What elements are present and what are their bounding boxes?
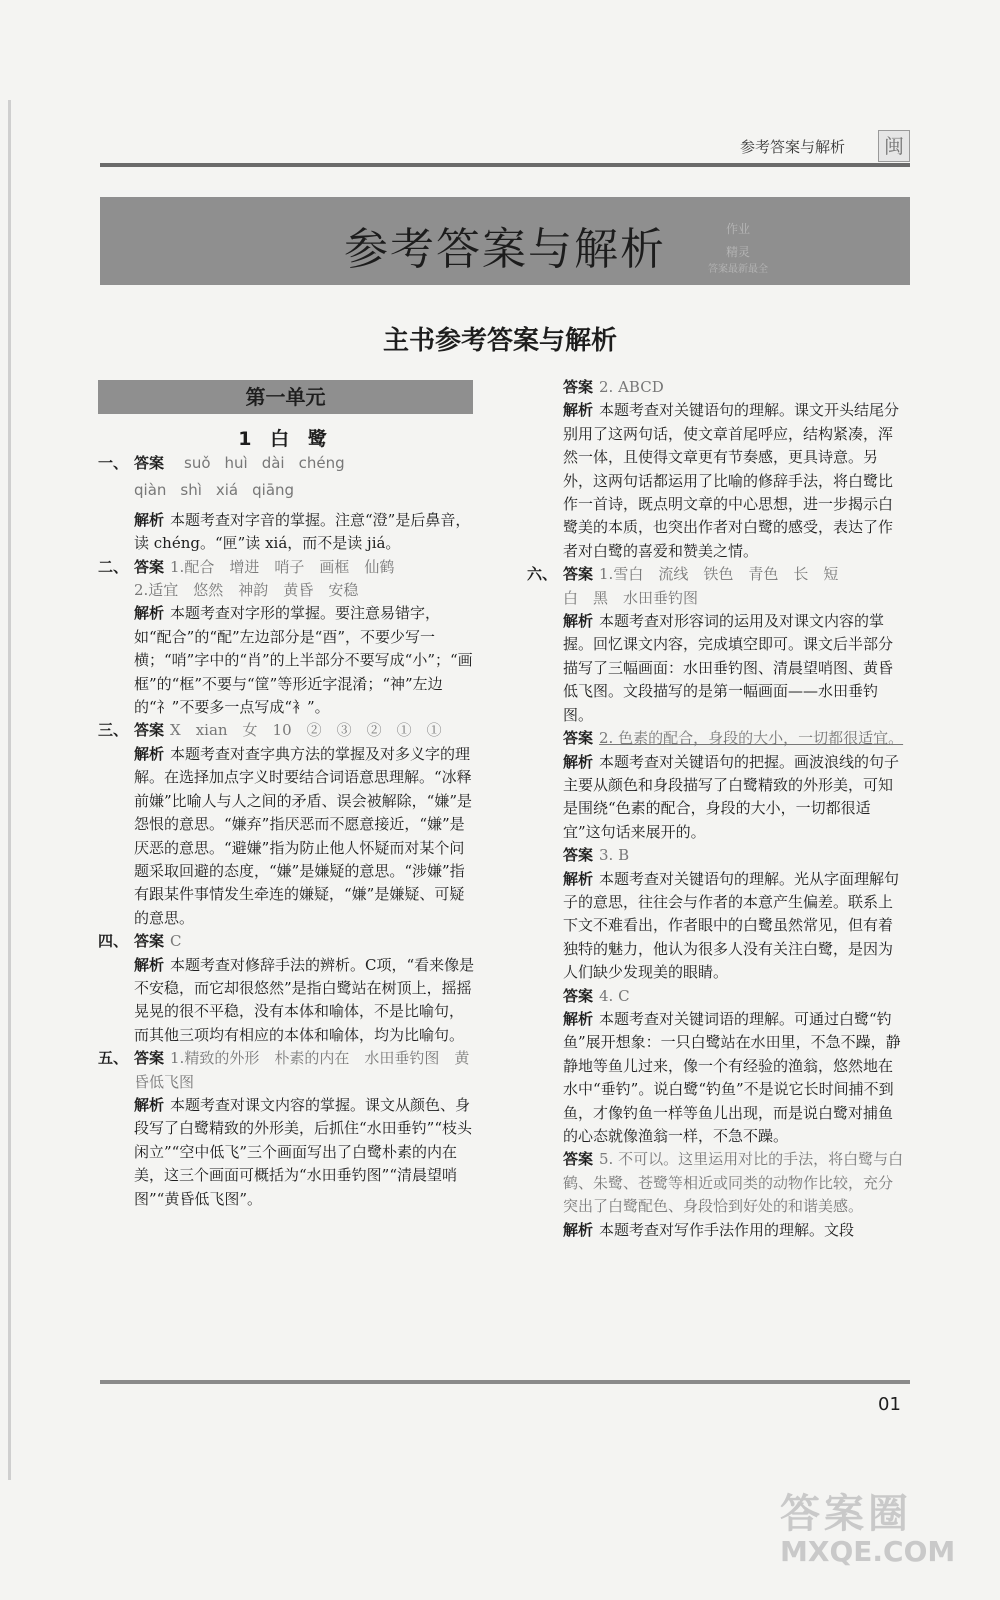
right-column: 答案 2. ABCD 解析 本题考查对关键语句的理解。课文开头结尾分别用了这两句话，使文章首尾呼应，结构紧凑，浑然一体，且使得文章更有节奏感，更具诗意。另外，这两句话都运用了比喻的修辞手法，将白鹭比作一首诗，既点明文章的中心思想，进一步揭示白鹭美的本质，也突出作者对白鹭的感受，表达了作者对白鹭的喜爱和赞美之情。 六、 答案 1.雪白 流线 铁色 青色 长 短 白 黑 水田垂钓图 解析 本题考查对形容词的运用及对课文内容的掌握。回忆课文内容，完成填空即可。课文后半部分描写了三幅画面：水田垂钓图、清晨望哨图、黄昏低飞图。文段描写的是第一幅画面——水田垂钓图。 答案 2. 色素的配合，身段的大小，一切都很适宜。 解析 本题考查对关键语句的把握。画波浪线的句子主要从颜色和身段描写了白鹭精致的外形美，可知是围绕“色素的配合，身段的大小，一切都很适宜”这句话来展开的。 答案 3. B 解析 本题考查对关键语句的理解。光从字面理解句子的意思，往往会与作者的本意产生偏差。联系上下文不难看出，作者眼中的白鹭虽然常见，但有着独特的魅力，他认为很多人没有关注白鹭，是因为人们缺少发现美的眼睛。 答案 4. C 解析 本题考查对关键词语的理解。可通过白鹭“钓鱼”展开想象：一只白鹭站在水田里，不急不躁，静静地等鱼儿过来，像一个有经验的渔翁，悠然地在水中“垂钓”。说白鹭“钓鱼”不是说它长时间捕不到鱼，才像钓鱼一样等鱼儿出现，而是说白鹭对捕鱼的心态就像渔翁一样，不急不躁。 答案 5. 不可以。这里运用对比的手法，将白鹭与白鹤、朱鹭、苍鹭等相近或同类的动物作比较，充分突出了白鹭配色、身段恰到好处的和谐美感。 解析 本题考查对写作手法作用的理解。文段 bbox=[527, 376, 907, 1242]
running-header bbox=[740, 128, 910, 158]
question-5: 五、 答案 1.精致的外形 朴素的内在 水田垂钓图 黄昏低飞图 解析 本题考查对课文内容的掌握。课文从颜色、身段写了白鹭精致的外形美，后抓住“水田垂钓”“枝头闲立”“空中低飞”三个画面写出了白鹭朴素的内在美，这三个画面可概括为“水田垂钓图”“清晨望哨图”“黄昏低飞图”。 bbox=[98, 1049, 473, 1208]
pinyin-row: 答案 suǒ huì dài chéng bbox=[134, 454, 345, 472]
page-number: 01 bbox=[878, 1394, 901, 1415]
question-4: 四、 答案 C 解析 本题考查对修辞手法的辨析。C项，“看来像是不安稳，而它却很悠然”是指白鹭站在树顶上，摇摇晃晃的很不平稳，没有本体和喻体，不是比喻句，而其他三项均有相应的本体和喻体，均为比喻句。 bbox=[98, 932, 475, 1044]
question-6: 六、 答案 1.雪白 流线 铁色 青色 长 短 白 黑 水田垂钓图 解析 本题考查对形容词的运用及对课文内容的掌握。回忆课文内容，完成填空即可。课文后半部分描写了三幅画面：水田垂钓图、清晨望哨图、黄昏低飞图。文段描写的是第一幅画面——水田垂钓图。 答案 2. 色素的配合，身段的大小，一切都很适宜。 解析 本题考查对关键语句的把握。画波浪线的句子主要从颜色和身段描写了白鹭精致的外形美，可知是围绕“色素的配合，身段的大小，一切都很适宜”这句话来展开的。 答案 3. B 解析 本题考查对关键语句的理解。光从字面理解句子的意思，往往会与作者的本意产生偏差。联系上下文不难看出，作者眼中的白鹭虽然常见，但有着独特的魅力，他认为很多人没有关注白鹭，是因为人们缺少发现美的眼睛。 答案 4. C 解析 本题考查对关键词语的理解。可通过白鹭“钓鱼”展开想象：一只白鹭站在水田里，不急不躁，静静地等鱼儿过来，像一个有经验的渔翁，悠然地在水中“垂钓”。说白鹭“钓鱼”不是说它长时间捕不到鱼，才像钓鱼一样等鱼儿出现，而是说白鹭对捕鱼的心态就像渔翁一样，不急不躁。 答案 5. 不可以。这里运用对比的手法，将白鹭与白鹤、朱鹭、苍鹭等相近或同类的动物作比较，充分突出了白鹭配色、身段恰到好处的和谐美感。 解析 本题考查对写作手法作用的理解。文段 bbox=[527, 565, 904, 1239]
page-title: 参考答案与解析 bbox=[344, 224, 666, 275]
title-banner bbox=[100, 197, 910, 285]
lesson-heading: 1 白 鹭 bbox=[238, 428, 333, 450]
page-edge bbox=[8, 100, 11, 1480]
question-1: 一、 答案 suǒ huì dài chéng qiàn shì xiá qiāng 解析 本题考查对字音的掌握。注意“澄”是后鼻音，读 chéng。“匣”读 xiá，而不是读 jiá。 bbox=[98, 452, 476, 556]
publisher-stamp: 作业 精灵 答案最新最全 bbox=[708, 222, 768, 275]
left-column bbox=[98, 452, 476, 1211]
header-rule bbox=[100, 163, 910, 167]
corner-mark: 闽 bbox=[878, 130, 910, 162]
pinyin-row: qiàn shì xiá qiāng bbox=[134, 481, 295, 500]
section-subtitle: 主书参考答案与解析 bbox=[382, 326, 617, 356]
running-title: 参考答案与解析 bbox=[740, 138, 846, 156]
question-3: 三、 答案 X xian 女 10 ② ③ ② ① ① 解析 本题考查对查字典方法的掌握及对多义字的理解。在选择加点字义时要结合词语意思理解。“冰释前嫌”比喻人与人之间的矛盾、误会被解除，“嫌”是怨恨的意思。“嫌弃”指厌恶而不愿意接近，“嫌”是厌恶的意思。“避嫌”指为防止他人怀疑而对某个问题采取回避的态度，“嫌”是嫌疑的意思。“涉嫌”指有跟某件事情发生牵连的嫌疑，“嫌”是嫌疑、可疑的意思。 bbox=[98, 721, 473, 927]
unit-heading: 第一单元 bbox=[98, 380, 473, 414]
question-2: 二、 答案 1.配合 增进 哨子 画框 仙鹤 2.适宜 悠然 神韵 黄昏 安稳 解析 本题考查对字形的掌握。要注意易错字，如“配合”的“配”左边部分是“酉”，不要少写一横；“哨”字中的“肖”的上半部分不要写成“小”；“画框”的“框”不要与“筐”等形近字混淆；“神”左边的“礻”不要多一点写成“衤”。 bbox=[98, 557, 473, 717]
watermark: 答案圈 MXQE.COM bbox=[780, 1491, 956, 1568]
footer-rule bbox=[100, 1380, 910, 1384]
